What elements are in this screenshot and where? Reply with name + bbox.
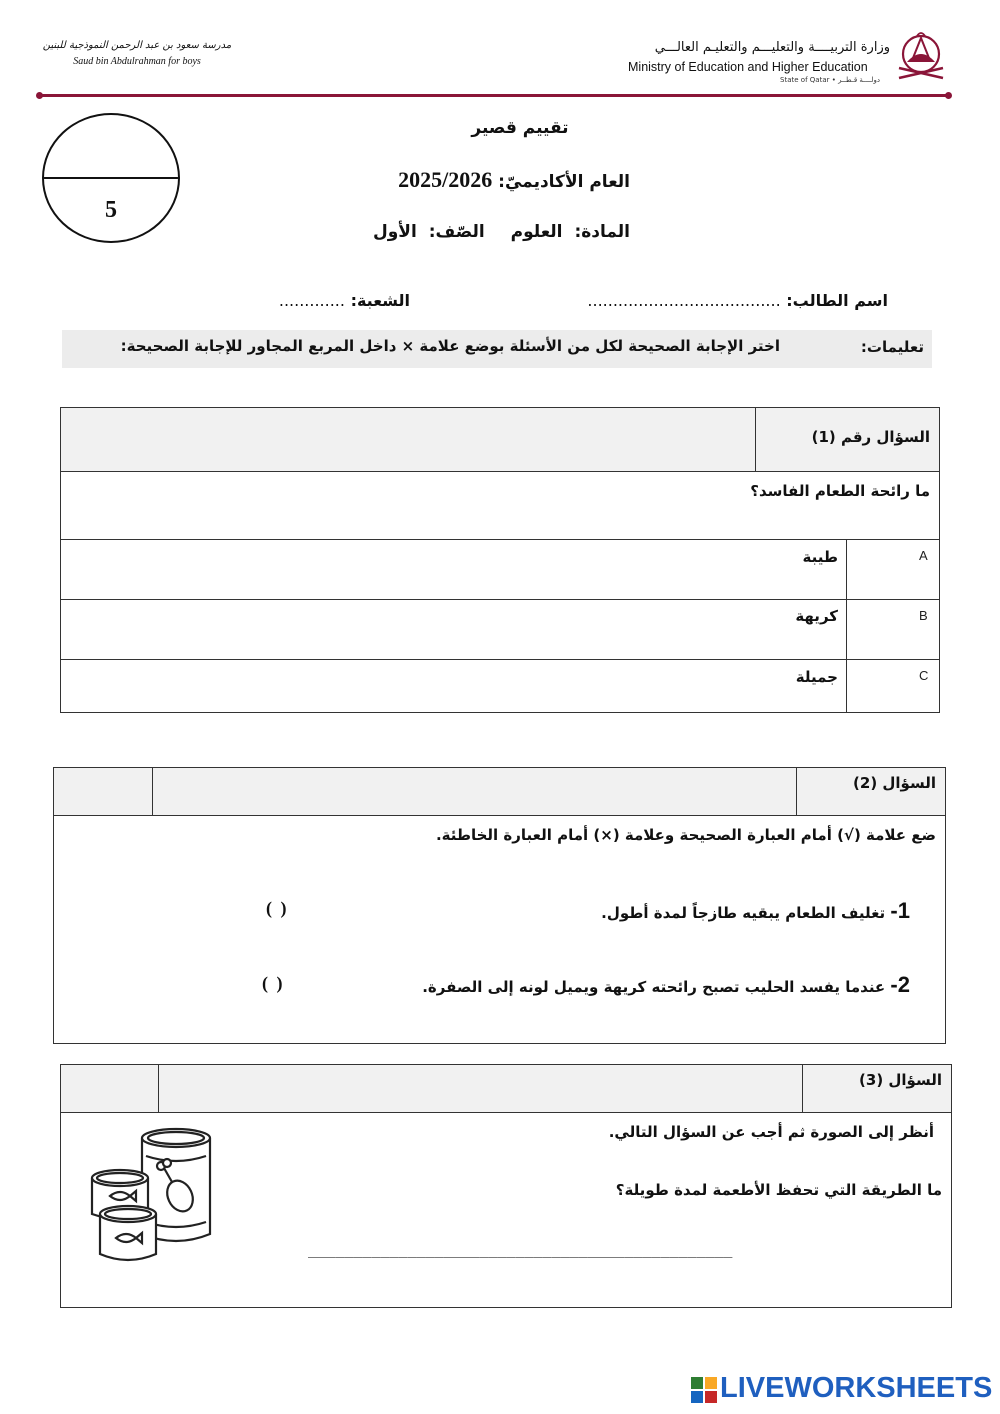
question1-option-divider bbox=[846, 539, 847, 712]
question3-header-line bbox=[60, 1112, 952, 1113]
instructions-bar bbox=[62, 330, 932, 368]
score-divider bbox=[44, 177, 178, 179]
liveworksheets-logo-icon bbox=[690, 1376, 718, 1404]
question2-header-line bbox=[53, 815, 946, 816]
item-2-number: 2- bbox=[890, 972, 910, 997]
subject-label: المادة: bbox=[574, 222, 630, 242]
question2-title: السؤال (2) bbox=[853, 774, 936, 792]
divider-endpoint bbox=[945, 92, 952, 99]
page-title: تقييم قصير bbox=[471, 118, 569, 138]
section-blank[interactable]: ............. bbox=[278, 291, 345, 310]
section-label: الشعبة: bbox=[350, 291, 410, 310]
instructions-label: تعليمات: bbox=[860, 338, 924, 356]
item-1-text: تغليف الطعام يبقيه طازجاً لمدة أطول. bbox=[601, 904, 886, 922]
question1-title: السؤال رقم (1) bbox=[811, 428, 930, 446]
question2-header-divider bbox=[796, 767, 797, 816]
canned-food-icon bbox=[88, 1126, 218, 1271]
student-name-label: اسم الطالب: bbox=[786, 291, 888, 310]
option-b-letter: B bbox=[919, 608, 928, 623]
option-a-answer-box[interactable] bbox=[61, 540, 846, 599]
student-name-field[interactable] bbox=[500, 291, 888, 310]
question3-answer-line[interactable]: _______________________________________________ bbox=[308, 1240, 733, 1258]
question1-row-line bbox=[60, 471, 940, 472]
question3-line2: ما الطريقة التي تحفظ الأطعمة لمدة طويلة؟ bbox=[615, 1181, 942, 1199]
liveworksheets-brand: LIVEWORKSHEETS bbox=[720, 1372, 993, 1404]
item-2-text: عندما يفسد الحليب تصبح رائحته كريهة ويميل لونه إلى الصفرة. bbox=[422, 978, 886, 996]
academic-year-label: العام الأكاديميّ: bbox=[498, 172, 630, 192]
option-c-text[interactable]: جميلة bbox=[795, 668, 838, 686]
item-1-answer-blank[interactable]: ( ) bbox=[266, 898, 289, 918]
question3-title: السؤال (3) bbox=[859, 1071, 942, 1089]
header-divider bbox=[40, 94, 948, 97]
question2-instruction: ضع علامة (√) أمام العبارة الصحيحة وعلامة (×) أمام العبارة الخاطئة. bbox=[435, 826, 936, 844]
state-label: State of Qatar • دولــــة قـطــر bbox=[780, 76, 880, 84]
score-circle bbox=[42, 113, 180, 243]
question2-header-empty bbox=[153, 768, 796, 815]
question3-header-divider bbox=[802, 1064, 803, 1113]
question3-header-empty bbox=[159, 1065, 802, 1112]
item-2-answer-blank[interactable]: ( ) bbox=[262, 973, 285, 993]
qatar-emblem-icon bbox=[893, 28, 949, 86]
grade-label: الصّف: bbox=[428, 222, 485, 242]
ministry-name-arabic: وزارة التربيــــة والتعليـــم والتعليـم العالـــي bbox=[654, 40, 890, 55]
question3-line1: أنظر إلى الصورة ثم أجب عن السؤال التالي. bbox=[608, 1123, 934, 1141]
question1-header-divider bbox=[755, 407, 756, 472]
question1-header-empty bbox=[61, 408, 755, 471]
option-c-letter: C bbox=[919, 668, 929, 683]
question2-header-divider bbox=[152, 767, 153, 816]
option-b-answer-box[interactable] bbox=[61, 600, 846, 659]
section-field[interactable] bbox=[240, 291, 410, 310]
option-b-text[interactable]: كريهة bbox=[795, 607, 838, 625]
student-name-blank[interactable]: ...................................... bbox=[587, 291, 781, 310]
school-name-arabic: مدرسة سعود بن عبد الرحمن النموذجية للبنين bbox=[42, 40, 232, 51]
question3-score-cell bbox=[61, 1065, 158, 1112]
question2-item-2 bbox=[330, 972, 910, 998]
question3-header-divider bbox=[158, 1064, 159, 1113]
academic-year bbox=[360, 167, 630, 193]
option-a-text[interactable]: طيبة bbox=[802, 548, 838, 566]
question2-score-cell bbox=[54, 768, 152, 815]
subject-value: العلوم bbox=[510, 222, 563, 242]
school-name-english: Saud bin Abdulrahman for boys bbox=[73, 56, 201, 67]
question2-item-1 bbox=[380, 898, 910, 924]
ministry-name-english: Ministry of Education and Higher Education bbox=[628, 60, 868, 74]
subject-line bbox=[360, 222, 630, 242]
score-total: 5 bbox=[105, 197, 117, 223]
option-a-letter: A bbox=[919, 548, 928, 563]
academic-year-value: 2025/2026 bbox=[398, 167, 493, 192]
grade-value: الأول bbox=[372, 222, 417, 242]
instructions-text: اختر الإجابة الصحيحة لكل من الأسئلة بوضع علامة × داخل المربع المجاور للإجابة الصحيحة: bbox=[120, 337, 780, 355]
option-c-answer-box[interactable] bbox=[61, 660, 846, 711]
item-1-number: 1- bbox=[890, 898, 910, 923]
question1-prompt: ما رائحة الطعام الفاسد؟ bbox=[750, 482, 930, 500]
